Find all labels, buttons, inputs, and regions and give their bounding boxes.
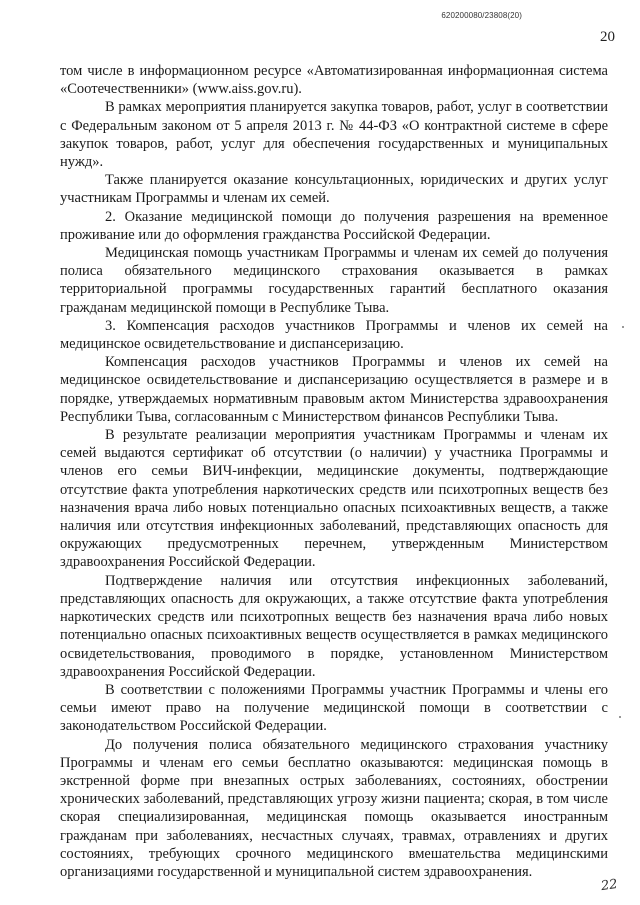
paragraph: том числе в информационном ресурсе «Автоматизированная информационная система «Соотечественники» (www.aiss.gov.ru). (60, 63, 608, 98)
page-number: 20 (600, 29, 615, 45)
paragraph: Также планируется оказание консультационных, юридических и других услуг участникам Программы и членам их семей. (60, 172, 608, 207)
scan-speck (619, 716, 621, 718)
handwritten-page-number: 22 (600, 876, 619, 895)
paragraph: Компенсация расходов участников Программы и членов их семей на медицинское освидетельствование и диспансеризацию осуществляется в размере и в порядке, утверждаемых нормативным правовым актом Министерства здравоохранения Республики Тыва, согласованным с Министерством финансов Республики Тыва. (60, 354, 608, 425)
paragraph: Медицинская помощь участникам Программы и членам их семей до получения полиса обязательного медицинского страхования оказывается в рамках территориальной программы государственных гарантий бесплатного оказания гражданам медицинской помощи в Республике Тыва. (60, 245, 608, 316)
paragraph: В рамках мероприятия планируется закупка товаров, работ, услуг в соответствии с Федеральным законом от 5 апреля 2013 г. № 44-ФЗ «О контрактной системе в сфере закупок товаров, работ, услуг для обеспечения государственных и муниципальных нужд». (60, 99, 608, 171)
paragraph: В результате реализации мероприятия участникам Программы и членам их семей выдаются сертификат об отсутствии (о наличии) у участника Программы и членов его семьи ВИЧ-инфекции, медицинские документы, подтверждающие отсутствие факта употребления наркотических средств или психотропных веществ без назначения врача либо новых потенциально опасных психоактивных веществ, а также наличия или отсутствия инфекционных заболеваний, представляющих опасность для окружающих предусмотренных перечнем, утвержденным Министерством здравоохранения Российской Федерации. (60, 427, 608, 571)
section-heading-paragraph: 2. Оказание медицинской помощи до получения разрешения на временное проживание или до оформления гражданства Российской Федерации. (60, 208, 608, 243)
document-code: 620200080/23808(20) (441, 11, 522, 20)
paragraph: До получения полиса обязательного медицинского страхования участнику Программы и членам его семьи бесплатно оказываются: медицинская помощь в экстренной форме при внезапных острых заболеваниях, состояниях, обострении хронических заболеваний, представляющих угрозу жизни пациента; скорая, в том числе скорая специализированная, медицинская помощь оказывается иностранным гражданам при заболеваниях, несчастных случаях, травмах, отравлениях и других состояниях, требующих срочного медицинского вмешательства медицинскими организациями государственной и муниципальной систем здравоохранения. (60, 736, 608, 880)
section-heading-paragraph: 3. Компенсация расходов участников Программы и членов их семей на медицинское освидетельствование и диспансеризацию. (60, 317, 608, 353)
paragraph: В соответствии с положениями Программы участник Программы и члены его семьи имеют право на получение медицинской помощи в соответствии с законодательством Российской Федерации. (60, 681, 608, 735)
paragraph: Подтверждение наличия или отсутствия инфекционных заболеваний, представляющих опасность для окружающих, а также отсутствие факта употребления наркотических средств или психотропных веществ без назначения врача либо новых потенциально опасных психоактивных веществ осуществляется в рамках медицинского освидетельствования, проводимого в порядке, установленном Министерством здравоохранения Российской Федерации. (60, 572, 608, 680)
document-body (60, 62, 608, 881)
scan-speck (622, 326, 624, 328)
